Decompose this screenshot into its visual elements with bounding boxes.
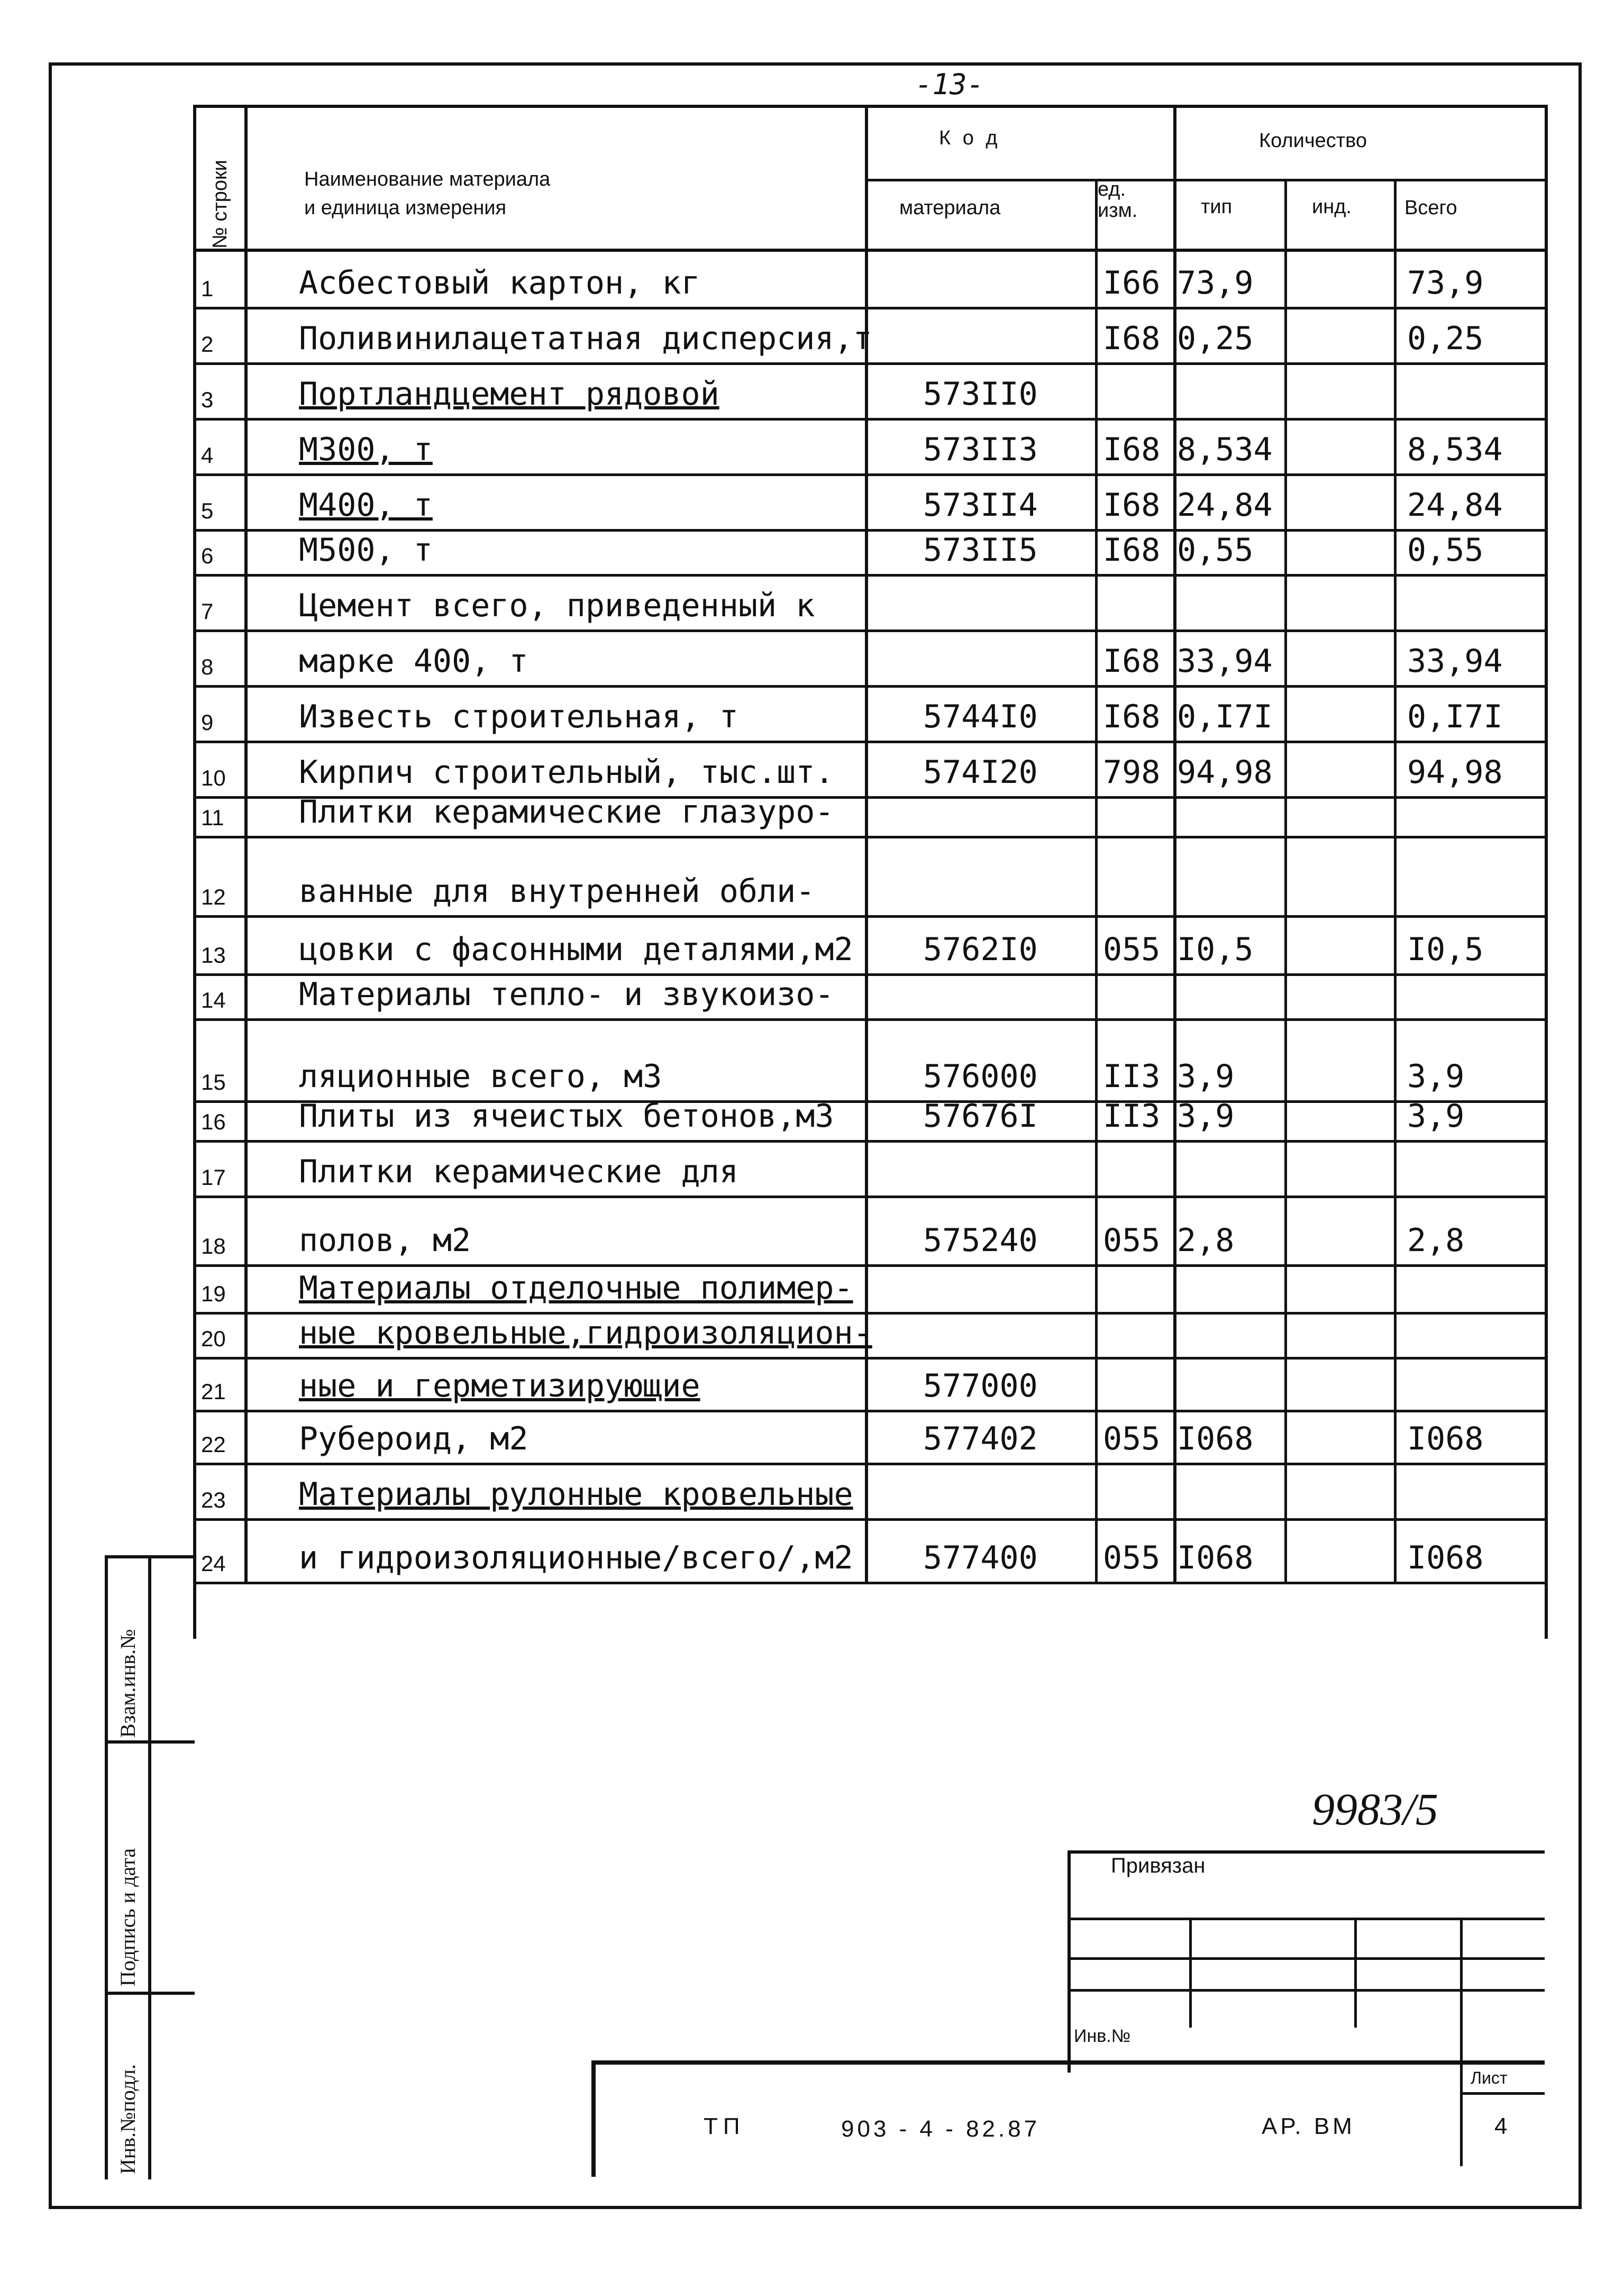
- row-number: 5: [201, 498, 214, 523]
- row-number: 18: [201, 1234, 226, 1258]
- material-code: 5762I0: [923, 931, 1038, 968]
- material-name: ные кровельные,гидроизоляцион-: [299, 1315, 872, 1352]
- unit-code: I68: [1103, 532, 1161, 569]
- row-number: 20: [201, 1326, 226, 1351]
- row-line: [193, 629, 1545, 632]
- row-line: [193, 915, 1545, 918]
- material-name: цовки с фасонными деталями,м2: [299, 931, 853, 968]
- material-name: ванные для внутренней обли-: [299, 873, 815, 910]
- header-qty-type: тип: [1201, 196, 1233, 218]
- material-name: М400, т: [299, 487, 433, 524]
- side-strip-border: [105, 1555, 108, 2179]
- material-code: 577400: [923, 1539, 1038, 1576]
- unit-code: II3: [1103, 1098, 1161, 1135]
- material-name: Плитки керамические глазуро-: [299, 793, 834, 831]
- header-code-group: К о д: [939, 127, 1001, 149]
- qty-total: 24,84: [1407, 487, 1503, 524]
- header-qty-group: Количество: [1259, 130, 1367, 152]
- table-border-left: [193, 105, 196, 1639]
- header-qty-total: Всего: [1404, 197, 1457, 219]
- qty-type: 3,9: [1177, 1058, 1235, 1095]
- material-name: и гидроизоляционные/всего/,м2: [299, 1539, 853, 1576]
- material-name: марке 400, т: [299, 643, 528, 680]
- row-number: 10: [201, 765, 226, 790]
- row-number: 15: [201, 1070, 226, 1094]
- row-number: 23: [201, 1488, 226, 1512]
- row-line: [193, 1410, 1545, 1412]
- table-border-right: [1545, 105, 1548, 1639]
- row-number: 17: [201, 1165, 226, 1190]
- qty-total: 33,94: [1407, 643, 1503, 680]
- row-number: 13: [201, 943, 226, 968]
- material-name: ляционные всего, м3: [299, 1058, 662, 1095]
- material-code: 573II5: [923, 532, 1038, 569]
- material-code: 574I20: [923, 754, 1038, 791]
- header-code-unit: ед. изм.: [1098, 178, 1138, 222]
- qty-type: 2,8: [1177, 1222, 1235, 1259]
- qty-type: 0,55: [1177, 532, 1254, 569]
- page-frame: [49, 62, 1582, 2209]
- qty-type: I068: [1177, 1539, 1254, 1576]
- unit-code: 055: [1103, 1420, 1161, 1457]
- row-number: 6: [201, 543, 214, 568]
- material-name: М500, т: [299, 532, 433, 569]
- material-code: 573II4: [923, 487, 1038, 524]
- row-number: 8: [201, 654, 214, 679]
- qty-type: 0,25: [1177, 320, 1254, 357]
- unit-code: 055: [1103, 1222, 1161, 1259]
- unit-code: 055: [1103, 1539, 1161, 1576]
- material-name: Материалы рулонные кровельные: [299, 1476, 853, 1513]
- stamp-border: [591, 2060, 1545, 2065]
- row-line: [193, 307, 1545, 309]
- table-border-top: [193, 105, 1545, 108]
- sheet-label: Лист: [1471, 2068, 1508, 2087]
- qty-total: I068: [1407, 1539, 1484, 1576]
- unit-code: 055: [1103, 931, 1161, 968]
- qty-total: I0,5: [1407, 931, 1484, 968]
- stamp-border: [1068, 1850, 1071, 2073]
- qty-total: 73,9: [1407, 264, 1484, 302]
- col-line: [1394, 179, 1397, 1582]
- col-line: [1284, 179, 1287, 1582]
- row-line: [193, 1463, 1545, 1465]
- side-label-inv: Инв.№подл.: [116, 2064, 140, 2174]
- row-number: 22: [201, 1432, 226, 1457]
- material-code: 5744I0: [923, 698, 1038, 735]
- privyazan-label: Привязан: [1111, 1854, 1206, 1877]
- stamp-border: [1068, 1957, 1545, 1960]
- row-line: [193, 1582, 1545, 1584]
- unit-code: I68: [1103, 643, 1161, 680]
- material-name: Кирпич строительный, тыс.шт.: [299, 754, 834, 791]
- col-line: [244, 105, 248, 1582]
- row-number: 12: [201, 884, 226, 909]
- row-number: 19: [201, 1281, 226, 1306]
- material-code: 57676I: [923, 1098, 1038, 1135]
- row-number: 9: [201, 710, 214, 735]
- unit-code: I66: [1103, 264, 1161, 302]
- row-line: [193, 1196, 1545, 1198]
- qty-total: 2,8: [1407, 1222, 1465, 1259]
- row-line: [193, 362, 1545, 365]
- doc-code: 903 - 4 - 82.87: [841, 2116, 1041, 2142]
- row-line: [193, 1264, 1545, 1267]
- header-row-num: № строки: [209, 160, 231, 249]
- qty-type: I0,5: [1177, 931, 1254, 968]
- doc-prefix: ТП: [704, 2113, 745, 2139]
- col-line: [1173, 105, 1176, 1582]
- row-line: [193, 741, 1545, 743]
- row-number: 4: [201, 443, 214, 468]
- material-code: 577402: [923, 1420, 1038, 1457]
- row-number: 7: [201, 599, 214, 624]
- row-line: [193, 418, 1545, 421]
- qty-total: 0,55: [1407, 532, 1484, 569]
- unit-code: I68: [1103, 698, 1161, 735]
- qty-type: 3,9: [1177, 1098, 1235, 1135]
- sheet-number: 4: [1494, 2113, 1508, 2139]
- row-line: [193, 685, 1545, 688]
- material-name: Известь строительная, т: [299, 698, 738, 735]
- col-line: [1095, 179, 1098, 1582]
- row-number: 21: [201, 1379, 226, 1404]
- header-qty-ind: инд.: [1312, 196, 1352, 218]
- material-code: 573II0: [923, 376, 1038, 413]
- qty-type: 73,9: [1177, 264, 1254, 302]
- header-name-line2: и единица измерения: [304, 197, 507, 219]
- qty-type: 8,534: [1177, 431, 1273, 468]
- qty-total: 0,I7I: [1407, 698, 1503, 735]
- side-label-vzam: Взам.инв.№: [116, 1629, 140, 1738]
- handwritten-number: 9983/5: [1312, 1784, 1438, 1835]
- unit-code: I68: [1103, 320, 1161, 357]
- stamp-border: [1068, 1989, 1545, 1992]
- unit-code: II3: [1103, 1058, 1161, 1095]
- row-number: 24: [201, 1551, 226, 1576]
- row-line: [193, 1357, 1545, 1360]
- qty-total: I068: [1407, 1420, 1484, 1457]
- section-code: АР. ВМ: [1262, 2113, 1355, 2139]
- row-line: [193, 473, 1545, 476]
- row-line: [193, 1018, 1545, 1021]
- material-name: Плитки керамические для: [299, 1153, 738, 1190]
- row-line: [193, 836, 1545, 838]
- header-code-material: материала: [899, 197, 1001, 219]
- stamp-border: [1460, 1918, 1463, 2166]
- row-number: 3: [201, 387, 214, 412]
- material-code: 575240: [923, 1222, 1038, 1259]
- material-name: полов, м2: [299, 1222, 471, 1259]
- inv-label: Инв.№: [1074, 2026, 1131, 2046]
- material-name: ные и герметизирующие: [299, 1367, 700, 1404]
- material-name: Асбестовый картон, кг: [299, 264, 700, 302]
- row-number: 11: [201, 805, 224, 830]
- material-name: Цемент всего, приведенный к: [299, 587, 815, 624]
- material-name: Материалы отделочные полимер-: [299, 1270, 853, 1307]
- stamp-border: [1460, 2092, 1545, 2095]
- stamp-border: [1189, 1918, 1192, 2028]
- material-code: 573II3: [923, 431, 1038, 468]
- header-name-line1: Наименование материала: [304, 168, 551, 190]
- row-number: 14: [201, 988, 226, 1012]
- material-name: Поливинилацетатная дисперсия,т: [299, 320, 872, 357]
- row-number: 16: [201, 1109, 226, 1134]
- qty-total: 3,9: [1407, 1098, 1465, 1135]
- row-number: 2: [201, 332, 214, 357]
- material-name: Портландцемент рядовой: [299, 376, 719, 413]
- stamp-border: [1068, 1918, 1545, 1920]
- qty-total: 94,98: [1407, 754, 1503, 791]
- qty-total: 3,9: [1407, 1058, 1465, 1095]
- qty-type: 94,98: [1177, 754, 1273, 791]
- side-label-podpis: Подпись и дата: [116, 1848, 140, 1986]
- material-code: 576000: [923, 1058, 1038, 1095]
- row-line: [193, 574, 1545, 577]
- row-line: [193, 1140, 1545, 1143]
- material-name: Плиты из ячеистых бетонов,м3: [299, 1098, 834, 1135]
- stamp-border: [591, 2060, 596, 2177]
- material-name: Материалы тепло- и звукоизо-: [299, 976, 834, 1013]
- side-strip-divider: [148, 1555, 151, 2179]
- row-line: [193, 1518, 1545, 1521]
- header-split-line: [865, 179, 1545, 181]
- material-name: Рубероид, м2: [299, 1420, 528, 1457]
- header-bottom-line: [193, 249, 1545, 252]
- unit-code: 798: [1103, 754, 1161, 791]
- qty-type: I068: [1177, 1420, 1254, 1457]
- qty-total: 0,25: [1407, 320, 1484, 357]
- qty-type: 24,84: [1177, 487, 1273, 524]
- qty-type: 0,I7I: [1177, 698, 1273, 735]
- unit-code: I68: [1103, 431, 1161, 468]
- page-number: -13-: [915, 68, 984, 101]
- row-number: 1: [201, 276, 214, 301]
- unit-code: I68: [1103, 487, 1161, 524]
- material-name: М300, т: [299, 431, 433, 468]
- stamp-border: [1068, 1850, 1545, 1854]
- material-code: 577000: [923, 1367, 1038, 1404]
- qty-type: 33,94: [1177, 643, 1273, 680]
- qty-total: 8,534: [1407, 431, 1503, 468]
- stamp-border: [1354, 1918, 1357, 2028]
